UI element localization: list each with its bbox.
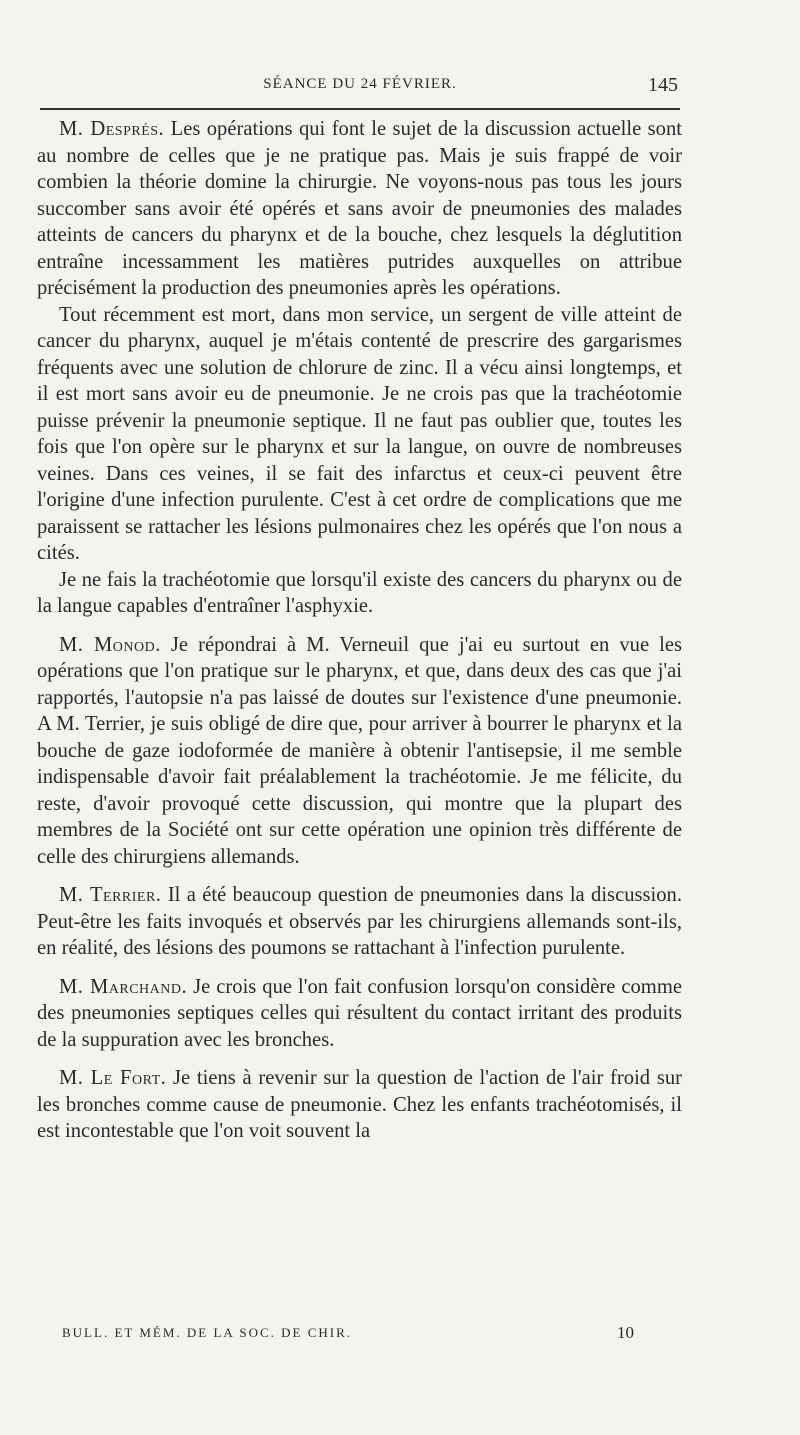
page-header <box>40 74 680 100</box>
paragraph-text: Je répondrai à M. Verneuil que j'ai eu surtout en vue les opérations que l'on pratique sur le pharynx, et que, dans deux des cas que j'ai rapportés, l'autopsie n'a pas laissé de doutes sur l'existence d'une pneumonie. A M. Terrier, je suis obligé de dire que, pour arriver à bourrer le pharynx et la bouche de gaze iodoformée de manière à obtenir l'antisepsie, il me semble indispensable d'avoir fait préalablement la trachéotomie. Je me félicite, du reste, d'avoir provoqué cette discussion, qui montre que la plupart des membres de la Société ont sur cette opération une opinion très différente de celle des chirurgiens allemands. <box>37 633 682 868</box>
paragraph-despres-case <box>37 302 682 567</box>
paragraph-text: Je crois que l'on fait confusion lorsqu'on considère comme des pneumonies septiques celles qui résultent du contact irritant des produits de la suppuration avec les bronches. <box>37 975 682 1051</box>
paragraph-marchand <box>37 974 682 1054</box>
paragraph-text: Les opérations qui font le sujet de la discussion actuelle sont au nombre de celles que je ne pratique pas. Mais je suis frappé de voir combien la théorie domine la chirurgie. Ne voyons-nous pas tous les jours succomber sans avoir été opérés et sans avoir de pneumonies des malades atteints de cancers du pharynx et de la bouche, chez lesquels la déglutition entraîne incessamment les matières putrides auxquelles on attribue précisément la production des pneumonies après les opérations. <box>37 118 682 299</box>
speaker-name: M. Monod. <box>59 633 161 656</box>
page-footer <box>62 1323 642 1347</box>
body-text <box>37 116 682 1145</box>
speaker-name: M. Le Fort. <box>59 1067 167 1089</box>
paragraph-despres-conclusion <box>37 567 682 620</box>
speaker-name: M. Terrier. <box>59 884 162 906</box>
paragraph-terrier <box>37 882 682 962</box>
paragraph-text: Je ne fais la trachéotomie que lorsqu'il existe des cancers du pharynx ou de la langue capables d'entraîner l'asphyxie. <box>37 568 682 617</box>
paragraph-text: Je tiens à revenir sur la question de l'action de l'air froid sur les bronches comme cause de pneumonie. Chez les enfants trachéotomisés, il est incontestable que l'on voit souvent la <box>37 1067 682 1142</box>
paragraph-text: Tout récemment est mort, dans mon service, un sergent de ville atteint de cancer du pharynx, auquel je m'étais contenté de prescrire des gargarismes fréquents avec une solution de chlorure de zinc. Il a vécu ainsi longtemps, et il est mort sans avoir eu de pneumonie. Je ne crois pas que la trachéotomie puisse prévenir la pneumonie septique. Il ne faut pas oublier que, toutes les fois que l'on opère sur le pharynx et sur la langue, on ouvre de nombreuses veines. Dans ces veines, il se fait des infarctus et ceux-ci peuvent être l'origine d'une infection purulente. C'est à cet ordre de complications que me paraissent se rattacher les lésions pulmonaires chez les opérés que l'on nous a cités. <box>37 303 682 564</box>
page-number: 145 <box>648 74 678 96</box>
paragraph-text: Il a été beaucoup question de pneumonies dans la discussion. Peut-être les faits invoqués et observés par les chirurgiens allemands sont-ils, en réalité, des lésions des poumons se rattachant à l'infection purulente. <box>37 884 682 959</box>
paragraph-despres <box>37 116 682 302</box>
paragraph-le-fort <box>37 1065 682 1145</box>
paragraph-monod <box>37 632 682 871</box>
header-rule <box>40 108 680 110</box>
speaker-name: M. Marchand. <box>59 975 188 998</box>
footer-sheet-number: 10 <box>617 1323 634 1342</box>
footer-signature: BULL. ET MÉM. DE LA SOC. DE CHIR. <box>62 1325 353 1340</box>
running-title: SÉANCE DU 24 FÉVRIER. <box>263 76 457 92</box>
speaker-name: M. Després. <box>59 118 165 140</box>
